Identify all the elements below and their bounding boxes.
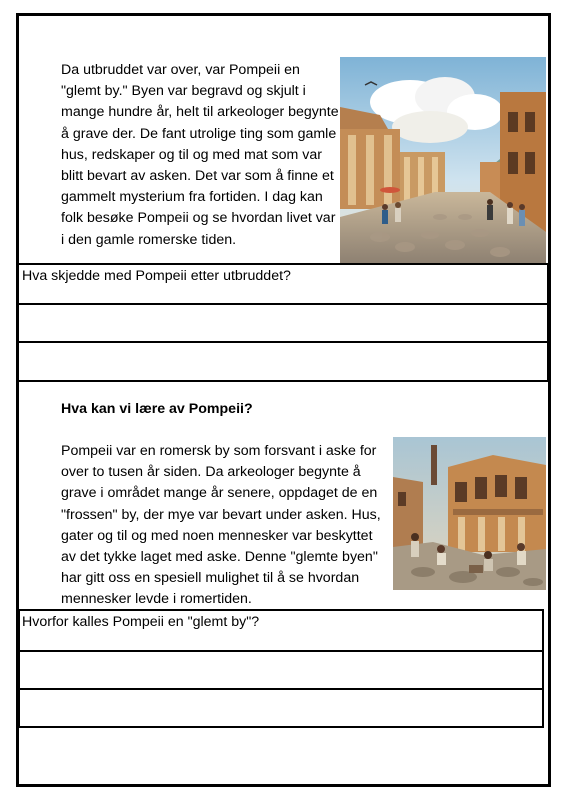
answer-box2-top-line <box>18 609 544 611</box>
answer-line-2[interactable] <box>16 341 549 343</box>
answer-box-right-edge <box>547 263 551 381</box>
answer-line-1[interactable] <box>16 303 549 305</box>
pompeii-street-illustration-icon <box>340 57 546 263</box>
question-what-happened: Hva skjedde med Pompeii etter utbruddet? <box>22 268 291 284</box>
answer-line-3[interactable] <box>18 650 544 652</box>
answer-box-bottom-line <box>16 380 551 382</box>
archaeologists-excavation-illustration-icon <box>393 437 546 590</box>
answer-line-4[interactable] <box>18 688 544 690</box>
paragraph-what-we-learn: Pompeii var en romersk by som forsvant i aske for over to tusen år siden. Da arkeologer begynte å grave i området mange år senere, oppdaget de en "frossen" by, der mye var bevart under asken. Hus, gater og til og med noen mennesker var beskyttet av det tykke laget med aske. Denne "glemte byen" har gitt oss en spesiell mulighet til å se hvordan mennesker levde i romertiden. <box>61 443 381 608</box>
answer-box2-left-edge <box>18 609 20 728</box>
answer-box-left-edge <box>16 263 18 381</box>
section-heading: Hva kan vi lære av Pompeii? <box>61 401 253 417</box>
answer-box-top-line <box>16 263 549 265</box>
paragraph-forgotten-city: Da utbruddet var over, var Pompeii en "glemt by." Byen var begravd og skjult i mange hundre år, helt til arkeologer begynte å grave der. De fant utrolige ting som gamle hus, redskaper og til og med mat som var blitt bevart av asken. Det var som å finne et gammelt mysterium fra fortiden. I dag kan folk besøke Pompeii og se hvordan livet var i den gamle romerske tiden. <box>61 62 339 248</box>
answer-box2-bottom-line <box>18 726 544 728</box>
question-why-forgotten: Hvorfor kalles Pompeii en "glemt by"? <box>22 614 260 630</box>
answer-box2-right-edge <box>542 609 544 728</box>
